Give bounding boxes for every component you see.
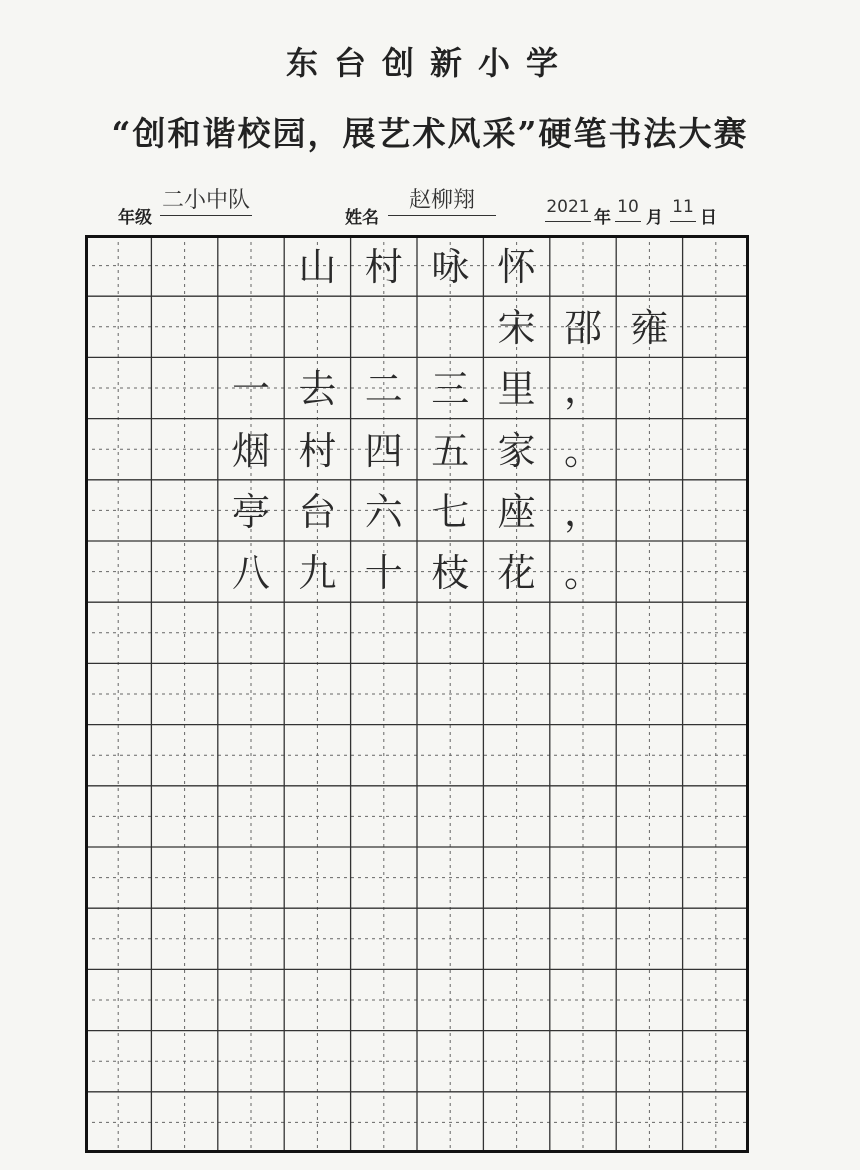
- poem-line-char: 十: [364, 551, 403, 595]
- day-label: 日: [700, 208, 717, 228]
- poem-line-char: 四: [364, 428, 403, 473]
- grade-label: 年级: [118, 208, 152, 228]
- poem-line-char: 座: [497, 489, 536, 534]
- poem-title-char: 咏: [431, 245, 470, 289]
- year-label: 年: [594, 208, 611, 228]
- writing-grid: [85, 235, 749, 1153]
- grade-value: 二小中队: [160, 187, 252, 216]
- poem-line-char: 二: [364, 367, 403, 412]
- poem-title-char: 山: [298, 245, 337, 289]
- poem-line-char: 六: [364, 489, 403, 534]
- month-label: 月: [646, 208, 663, 228]
- poem-line-char: 五: [431, 428, 470, 473]
- poem-line-char: 里: [497, 367, 536, 412]
- day-value: 11: [670, 193, 696, 222]
- poem-line-char: 八: [231, 551, 270, 595]
- poem-line-char: 三: [431, 367, 470, 412]
- poem-line-char: ，: [563, 489, 602, 534]
- poem-author-char: 邵: [563, 306, 602, 351]
- poem-line-char: ，: [563, 367, 602, 412]
- poem-line-char: 七: [431, 489, 470, 534]
- year-value: 2021: [545, 193, 591, 222]
- poem-line-char: 台: [298, 489, 337, 534]
- poem-line-char: 九: [298, 551, 337, 595]
- poem-author-char: 雍: [630, 306, 669, 351]
- poem-title-char: 怀: [497, 245, 536, 289]
- poem-line-char: 村: [298, 428, 337, 473]
- poem-line-char: 。: [563, 428, 602, 473]
- poem-line-char: 花: [497, 551, 536, 595]
- month-value: 10: [615, 193, 641, 222]
- poem-line-char: 烟: [231, 428, 270, 473]
- poem-title-char: 村: [364, 245, 403, 289]
- poem-line-char: 枝: [431, 551, 470, 595]
- school-name: 东台创新小学: [285, 44, 574, 82]
- entry-info-row: [0, 185, 860, 230]
- contest-title: “创和谐校园，展艺术风采”硬笔书法大赛: [111, 114, 749, 153]
- poem-line-char: 亭: [231, 489, 270, 534]
- name-label: 姓名: [345, 208, 379, 228]
- name-value: 赵柳翔: [388, 187, 496, 216]
- poem-line-char: 去: [298, 367, 337, 412]
- poem-line-char: 。: [563, 551, 602, 595]
- poem-line-char: 家: [497, 428, 536, 473]
- poem-line-char: 一: [231, 367, 270, 412]
- poem-author-char: 宋: [497, 306, 536, 351]
